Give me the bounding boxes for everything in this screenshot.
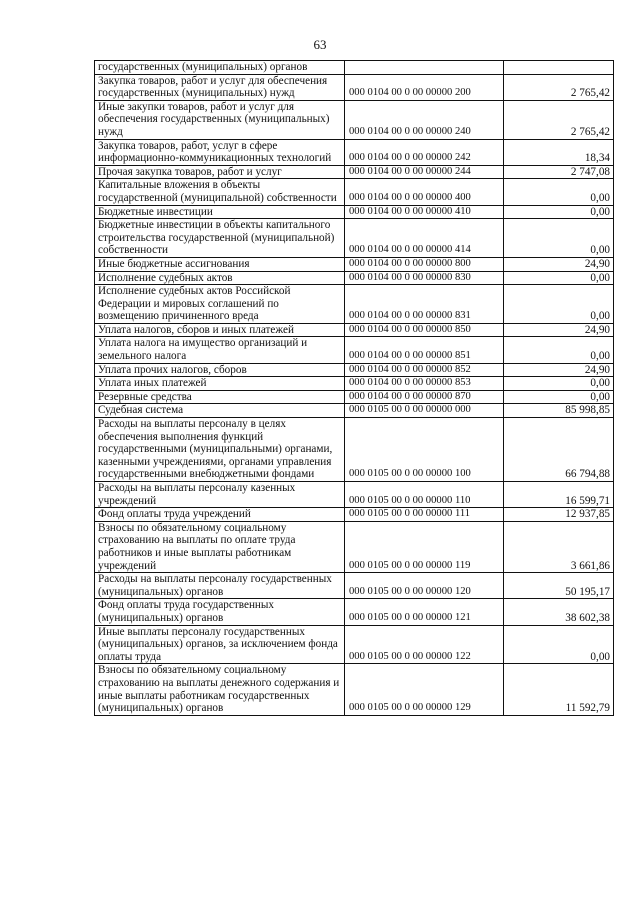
budget-code-cell: 000 0105 00 0 00 00000 129	[345, 664, 504, 715]
amount-cell: 3 661,86	[504, 521, 614, 572]
expense-name-cell: Фонд оплаты труда учреждений	[95, 508, 345, 522]
amount-cell: 2 765,42	[504, 74, 614, 100]
expense-name-cell: Исполнение судебных актов Российской Федерации и мировых соглашений по возмещению причиненного вреда	[95, 285, 345, 324]
expense-name-cell: Закупка товаров, работ и услуг для обеспечения государственных (муниципальных) нужд	[95, 74, 345, 100]
amount-cell: 24,90	[504, 257, 614, 271]
table-row	[95, 625, 614, 664]
budget-table-body	[95, 61, 614, 716]
expense-name-cell: Судебная система	[95, 404, 345, 418]
budget-code-cell: 000 0104 00 0 00 00000 831	[345, 285, 504, 324]
amount-cell: 16 599,71	[504, 482, 614, 508]
amount-cell: 11 592,79	[504, 664, 614, 715]
amount-cell: 2 765,42	[504, 100, 614, 139]
expense-name-cell: Взносы по обязательному социальному страхованию на выплаты денежного содержания и иные выплаты работникам государственных (муниципальных) органов	[95, 664, 345, 715]
table-row	[95, 179, 614, 205]
amount-cell: 38 602,38	[504, 599, 614, 625]
table-row	[95, 390, 614, 404]
table-row	[95, 139, 614, 165]
budget-code-cell: 000 0105 00 0 00 00000 121	[345, 599, 504, 625]
expense-name-cell: государственных (муниципальных) органов	[95, 61, 345, 75]
budget-code-cell: 000 0105 00 0 00 00000 111	[345, 508, 504, 522]
amount-cell: 18,34	[504, 139, 614, 165]
amount-cell: 85 998,85	[504, 404, 614, 418]
table-row	[95, 337, 614, 363]
expense-name-cell: Прочая закупка товаров, работ и услуг	[95, 165, 345, 179]
expense-name-cell: Бюджетные инвестиции	[95, 205, 345, 219]
expense-name-cell: Резервные средства	[95, 390, 345, 404]
expense-name-cell: Иные выплаты персоналу государственных (муниципальных) органов, за исключением фонда оплаты труда	[95, 625, 345, 664]
budget-code-cell: 000 0105 00 0 00 00000 100	[345, 418, 504, 482]
expense-name-cell: Взносы по обязательному социальному страхованию на выплаты по оплате труда работников и иные выплаты работникам учреждений	[95, 521, 345, 572]
table-row	[95, 61, 614, 75]
budget-code-cell: 000 0104 00 0 00 00000 400	[345, 179, 504, 205]
table-row	[95, 521, 614, 572]
amount-cell: 50 195,17	[504, 573, 614, 599]
table-row	[95, 482, 614, 508]
amount-cell: 24,90	[504, 363, 614, 377]
budget-code-cell: 000 0104 00 0 00 00000 852	[345, 363, 504, 377]
table-row	[95, 363, 614, 377]
expense-name-cell: Расходы на выплаты персоналу казенных учреждений	[95, 482, 345, 508]
amount-cell: 0,00	[504, 205, 614, 219]
expense-name-cell: Уплата налога на имущество организаций и земельного налога	[95, 337, 345, 363]
table-row	[95, 418, 614, 482]
table-row	[95, 323, 614, 337]
amount-cell: 12 937,85	[504, 508, 614, 522]
budget-code-cell: 000 0104 00 0 00 00000 244	[345, 165, 504, 179]
table-row	[95, 257, 614, 271]
expense-name-cell: Расходы на выплаты персоналу в целях обеспечения выполнения функций государственными (муниципальными) органами, казенными учреждениями, органами управления государственными внебюджетными фондами	[95, 418, 345, 482]
budget-code-cell	[345, 61, 504, 75]
table-row	[95, 271, 614, 285]
expense-name-cell: Бюджетные инвестиции в объекты капитального строительства государственной (муниципальной) собственности	[95, 219, 345, 258]
budget-code-cell: 000 0104 00 0 00 00000 800	[345, 257, 504, 271]
expense-name-cell: Уплата иных платежей	[95, 377, 345, 391]
expense-name-cell: Иные бюджетные ассигнования	[95, 257, 345, 271]
table-row	[95, 664, 614, 715]
budget-code-cell: 000 0104 00 0 00 00000 414	[345, 219, 504, 258]
amount-cell: 0,00	[504, 377, 614, 391]
table-row	[95, 100, 614, 139]
amount-cell: 66 794,88	[504, 418, 614, 482]
budget-code-cell: 000 0104 00 0 00 00000 851	[345, 337, 504, 363]
amount-cell	[504, 61, 614, 75]
expense-name-cell: Закупка товаров, работ, услуг в сфере информационно-коммуникационных технологий	[95, 139, 345, 165]
amount-cell: 0,00	[504, 337, 614, 363]
expense-name-cell: Капитальные вложения в объекты государственной (муниципальной) собственности	[95, 179, 345, 205]
budget-code-cell: 000 0105 00 0 00 00000 119	[345, 521, 504, 572]
table-row	[95, 377, 614, 391]
table-row	[95, 599, 614, 625]
table-row	[95, 74, 614, 100]
budget-code-cell: 000 0104 00 0 00 00000 853	[345, 377, 504, 391]
budget-table	[94, 60, 614, 716]
budget-code-cell: 000 0105 00 0 00 00000 110	[345, 482, 504, 508]
table-row	[95, 573, 614, 599]
budget-code-cell: 000 0104 00 0 00 00000 830	[345, 271, 504, 285]
budget-code-cell: 000 0105 00 0 00 00000 000	[345, 404, 504, 418]
budget-code-cell: 000 0104 00 0 00 00000 200	[345, 74, 504, 100]
table-row	[95, 219, 614, 258]
table-row	[95, 165, 614, 179]
expense-name-cell: Фонд оплаты труда государственных (муниципальных) органов	[95, 599, 345, 625]
budget-code-cell: 000 0104 00 0 00 00000 240	[345, 100, 504, 139]
amount-cell: 0,00	[504, 390, 614, 404]
budget-code-cell: 000 0104 00 0 00 00000 242	[345, 139, 504, 165]
table-row	[95, 508, 614, 522]
amount-cell: 0,00	[504, 625, 614, 664]
amount-cell: 0,00	[504, 285, 614, 324]
expense-name-cell: Уплата налогов, сборов и иных платежей	[95, 323, 345, 337]
expense-name-cell: Исполнение судебных актов	[95, 271, 345, 285]
expense-name-cell: Расходы на выплаты персоналу государственных (муниципальных) органов	[95, 573, 345, 599]
budget-code-cell: 000 0105 00 0 00 00000 120	[345, 573, 504, 599]
amount-cell: 0,00	[504, 179, 614, 205]
budget-code-cell: 000 0104 00 0 00 00000 410	[345, 205, 504, 219]
budget-code-cell: 000 0104 00 0 00 00000 850	[345, 323, 504, 337]
expense-name-cell: Уплата прочих налогов, сборов	[95, 363, 345, 377]
budget-code-cell: 000 0105 00 0 00 00000 122	[345, 625, 504, 664]
table-row	[95, 205, 614, 219]
budget-code-cell: 000 0104 00 0 00 00000 870	[345, 390, 504, 404]
table-row	[95, 285, 614, 324]
expense-name-cell: Иные закупки товаров, работ и услуг для обеспечения государственных (муниципальных) нужд	[95, 100, 345, 139]
page-number: 63	[313, 37, 327, 52]
table-row	[95, 404, 614, 418]
amount-cell: 0,00	[504, 219, 614, 258]
amount-cell: 24,90	[504, 323, 614, 337]
amount-cell: 2 747,08	[504, 165, 614, 179]
amount-cell: 0,00	[504, 271, 614, 285]
